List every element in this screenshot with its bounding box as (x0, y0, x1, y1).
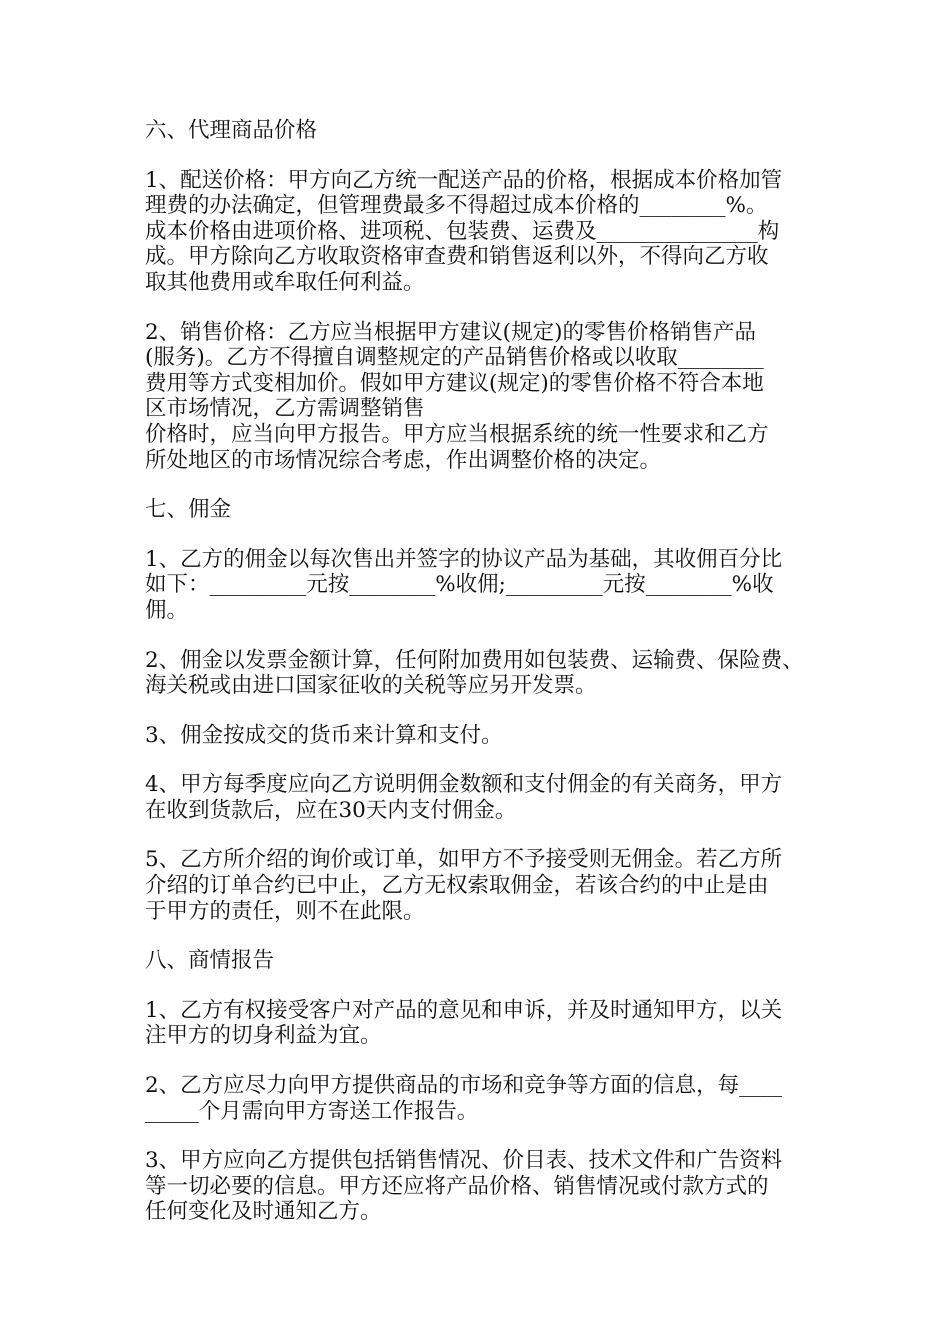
section-heading: 六、代理商品价格 (145, 118, 318, 143)
clause-paragraph (145, 723, 825, 749)
text-line: 2、销售价格：乙方应当根据甲方建议(规定)的零售价格销售产品 (145, 319, 756, 345)
text-line: 1、配送价格：甲方向乙方统一配送产品的价格，根据成本价格加管 (145, 167, 783, 193)
text-line: 注甲方的切身利益为宜。 (145, 1023, 382, 1049)
text-line: 成本价格由进项价格、进项税、包装费、运费及_______________构 (145, 218, 780, 244)
text-line: 任何变化及时通知乙方。 (145, 1199, 382, 1225)
clause-paragraph (145, 847, 825, 924)
text-line: 等一切必要的信息。甲方还应将产品价格、销售情况或付款方式的 (145, 1173, 769, 1199)
text-line: 于甲方的责任，则不在此限。 (145, 898, 425, 924)
text-line: 理费的办法确定，但管理费最多不得超过成本价格的________%。 (145, 193, 768, 219)
text-line: 1、乙方的佣金以每次售出并签字的协议产品为基础，其收佣百分比 (145, 546, 783, 572)
section-heading: 七、佣金 (145, 497, 232, 523)
clause-paragraph (145, 648, 825, 699)
text-line: _____个月需向甲方寄送工作报告。 (145, 1098, 479, 1124)
text-line: 价格时，应当向甲方报告。甲方应当根据系统的统一性要求和乙方 (145, 421, 769, 447)
section-heading: 八、商情报告 (145, 948, 275, 974)
clause-paragraph (145, 1148, 825, 1225)
clause-paragraph (145, 320, 825, 474)
text-line: 3、甲方应向乙方提供包括销售情况、价目表、技术文件和广告资料 (145, 1148, 783, 1174)
text-line: 区市场情况，乙方需调整销售 (145, 396, 425, 422)
text-line: 如下：_________元按________%收佣;_________元按________%收 (145, 572, 774, 598)
text-line: 2、乙方应尽力向甲方提供商品的市场和竞争等方面的信息，每____ (145, 1073, 783, 1099)
text-line: 3、佣金按成交的货币来计算和支付。 (145, 722, 503, 748)
clause-paragraph (145, 1073, 825, 1124)
text-line: 4、甲方每季度应向乙方说明佣金数额和支付佣金的有关商务，甲方 (145, 772, 783, 798)
text-line: 2、佣金以发票金额计算，任何附加费用如包装费、运输费、保险费、 (145, 647, 804, 673)
text-line: 5、乙方所介绍的询价或订单，如甲方不予接受则无佣金。若乙方所 (145, 847, 783, 873)
text-line: 成。甲方除向乙方收取资格审查费和销售返利以外，不得向乙方收 (145, 244, 769, 270)
text-line: 所处地区的市场情况综合考虑，作出调整价格的决定。 (145, 447, 662, 473)
text-line: 佣。 (145, 597, 189, 623)
text-line: 介绍的订单合约已中止，乙方无权索取佣金，若该合约的中止是由 (145, 873, 769, 899)
text-line: 费用等方式变相加价。假如甲方建议(规定)的零售价格不符合本地 (145, 370, 764, 396)
clause-paragraph (145, 547, 825, 624)
text-line: 1、乙方有权接受客户对产品的意见和申诉，并及时通知甲方，以关 (145, 997, 783, 1023)
text-line: 在收到货款后，应在30天内支付佣金。 (145, 797, 517, 823)
clause-paragraph (145, 998, 825, 1049)
text-line: 取其他费用或牟取任何利益。 (145, 269, 425, 295)
clause-paragraph (145, 168, 825, 296)
document-page (145, 118, 825, 1249)
text-line: 海关税或由进口国家征收的关税等应另开发票。 (145, 673, 597, 699)
clause-paragraph (145, 772, 825, 823)
text-line: (服务)。乙方不得擅自调整规定的产品销售价格或以收取________ (145, 345, 764, 371)
